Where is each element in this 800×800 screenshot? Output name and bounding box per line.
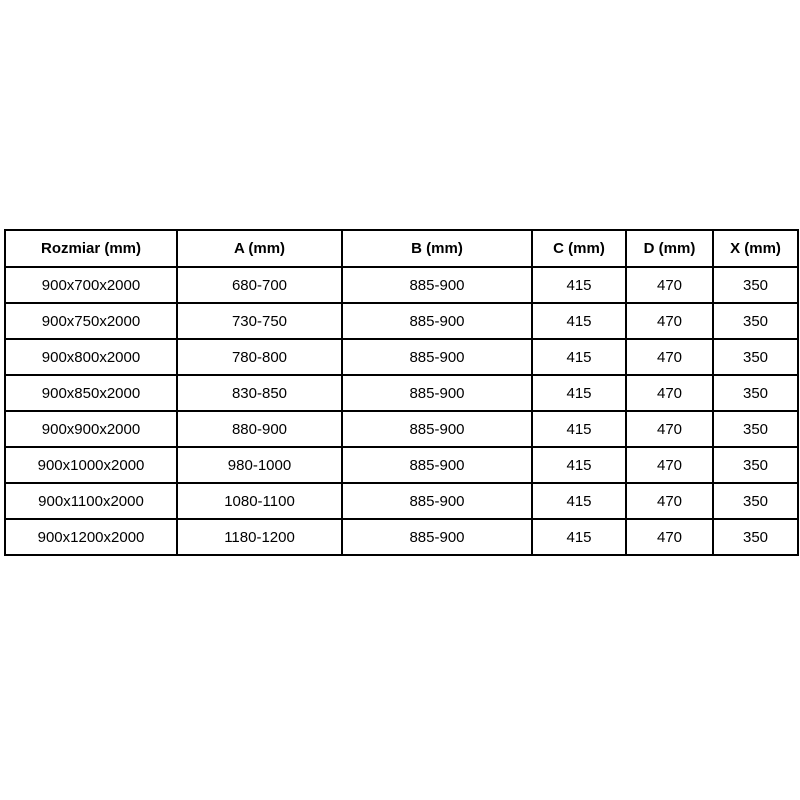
table-cell: 885-900 [342,303,532,339]
table-cell: 415 [532,267,626,303]
table-row [5,411,798,447]
column-header: X (mm) [713,230,798,267]
table-body [5,267,798,555]
table-row [5,303,798,339]
table-cell: 885-900 [342,483,532,519]
table-cell: 885-900 [342,267,532,303]
table-cell: 470 [626,411,713,447]
table-row [5,267,798,303]
table-cell: 415 [532,375,626,411]
table-cell: 350 [713,447,798,483]
table-cell: 415 [532,303,626,339]
table-cell: 680-700 [177,267,342,303]
table-row [5,339,798,375]
table-cell: 350 [713,339,798,375]
table-cell: 900x850x2000 [5,375,177,411]
table-cell: 885-900 [342,411,532,447]
table-cell: 350 [713,267,798,303]
table-cell: 900x1200x2000 [5,519,177,555]
table-cell: 730-750 [177,303,342,339]
table-row [5,483,798,519]
table-cell: 415 [532,339,626,375]
table-cell: 350 [713,519,798,555]
table-cell: 350 [713,375,798,411]
table-cell: 885-900 [342,339,532,375]
table-cell: 415 [532,447,626,483]
table-cell: 900x1100x2000 [5,483,177,519]
table-cell: 470 [626,339,713,375]
table-cell: 415 [532,519,626,555]
table-row [5,519,798,555]
table-cell: 880-900 [177,411,342,447]
table-cell: 900x1000x2000 [5,447,177,483]
table-cell: 885-900 [342,519,532,555]
column-header: A (mm) [177,230,342,267]
column-header: Rozmiar (mm) [5,230,177,267]
table-cell: 900x800x2000 [5,339,177,375]
table-cell: 830-850 [177,375,342,411]
table-cell: 350 [713,483,798,519]
table-cell: 1080-1100 [177,483,342,519]
table-cell: 350 [713,411,798,447]
table-cell: 415 [532,483,626,519]
column-header: C (mm) [532,230,626,267]
table-cell: 885-900 [342,375,532,411]
table-cell: 900x750x2000 [5,303,177,339]
table-cell: 885-900 [342,447,532,483]
table-cell: 980-1000 [177,447,342,483]
table-row [5,375,798,411]
table-cell: 470 [626,483,713,519]
table-row [5,447,798,483]
table-cell: 1180-1200 [177,519,342,555]
table-cell: 415 [532,411,626,447]
table-cell: 470 [626,447,713,483]
table-cell: 350 [713,303,798,339]
column-header: B (mm) [342,230,532,267]
table-cell: 900x700x2000 [5,267,177,303]
table-cell: 470 [626,519,713,555]
table-cell: 470 [626,375,713,411]
dimensions-table [4,229,799,556]
table-cell: 780-800 [177,339,342,375]
table-cell: 470 [626,303,713,339]
table-cell: 900x900x2000 [5,411,177,447]
header-row [5,230,798,267]
column-header: D (mm) [626,230,713,267]
table-cell: 470 [626,267,713,303]
